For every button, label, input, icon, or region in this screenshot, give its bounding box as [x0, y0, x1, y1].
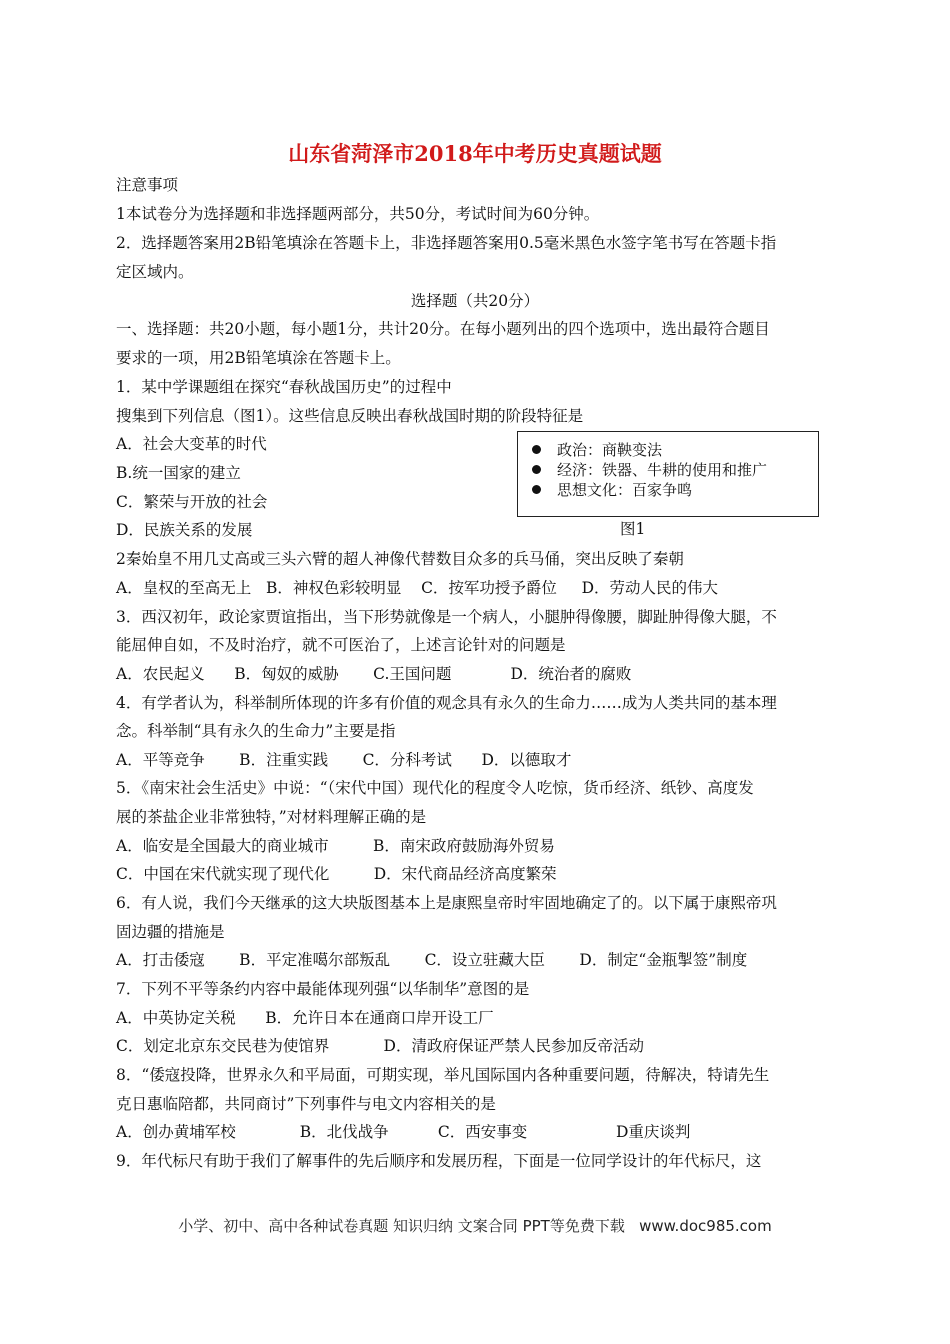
figure-1-item-text: 思想文化：百家争鸣: [557, 481, 693, 499]
figure-1-box: [517, 431, 819, 517]
q3-stem-line-2: 能屈伸自如，不及时治疗，就不可医治了，上述言论针对的问题是: [116, 636, 566, 654]
q4-options: A．平等竞争 B．注重实践 C．分科考试 D．以德取才: [116, 751, 572, 769]
q6-options: A．打击倭寇 B．平定准噶尔部叛乱 C．设立驻藏大臣 D．制定“金瓶掣签”制度: [116, 951, 748, 969]
q8-stem-line-2: 克日惠临陪都，共同商讨”下列事件与电文内容相关的是: [116, 1095, 496, 1113]
bullet-icon: [532, 485, 541, 494]
q6-stem-line-2: 固边疆的措施是: [116, 923, 225, 941]
q8-options: A．创办黄埔军校 B．北伐战争 C．西安事变 D重庆谈判: [116, 1123, 691, 1141]
q7-options-2: C．划定北京东交民巷为使馆界 D．清政府保证严禁人民参加反帝活动: [116, 1037, 644, 1055]
figure-1-caption: 图1: [620, 520, 646, 538]
q2-stem: 2秦始皇不用几丈高或三头六臂的超人神像代替数目众多的兵马俑，突出反映了秦朝: [116, 550, 684, 568]
q5-stem-line-1: 5．《南宋社会生活史》中说：“（宋代中国）现代化的程度令人吃惊，货币经济、纸钞、高度发: [116, 779, 754, 797]
q5-options-1: A．临安是全国最大的商业城市 B．南宋政府鼓励海外贸易: [116, 837, 555, 855]
q2-options: A．皇权的至高无上 B．神权色彩较明显 C．按军功授予爵位 D．劳动人民的伟大: [116, 579, 718, 597]
figure-1-item-text: 政治：商鞅变法: [557, 441, 663, 459]
q3-options: A．农民起义 B．匈奴的威胁 C.王国问题 D．统治者的腐败: [116, 665, 632, 683]
notice-item-2-line-2: 定区域内。: [116, 263, 194, 281]
q6-stem-line-1: 6．有人说，我们今天继承的这大块版图基本上是康熙皇帝时牢固地确定了的。以下属于康熙帝巩: [116, 894, 777, 912]
figure-1-item-text: 经济：铁器、牛耕的使用和推广: [557, 461, 768, 479]
q5-stem-line-2: 展的茶盐企业非常独特，”对材料理解正确的是: [116, 808, 427, 826]
q9-stem-line-1: 9．年代标尺有助于我们了解事件的先后顺序和发展历程，下面是一位同学设计的年代标尺，这: [116, 1152, 762, 1170]
q1-option-a: A．社会大变革的时代: [116, 435, 267, 453]
figure-1-item: [532, 480, 692, 500]
page-footer: 小学、初中、高中各种试卷真题 知识归纳 文案合同 PPT等免费下载 www.doc985.com: [178, 1217, 772, 1235]
q1-option-d: D．民族关系的发展: [116, 521, 253, 539]
instructions-line-2: 要求的一项，用2B铅笔填涂在答题卡上。: [116, 349, 401, 367]
bullet-icon: [532, 445, 541, 454]
q1-option-c: C．繁荣与开放的社会: [116, 493, 268, 511]
section-title: 选择题（共20分）: [410, 292, 540, 310]
q3-stem-line-1: 3．西汉初年，政论家贾谊指出，当下形势就像是一个病人，小腿肿得像腰，脚趾肿得像大腿，不: [116, 608, 777, 626]
notice-item-1: 1本试卷分为选择题和非选择题两部分，共50分，考试时间为60分钟。: [116, 205, 600, 223]
q5-options-2: C．中国在宋代就实现了现代化 D．宋代商品经济高度繁荣: [116, 865, 557, 883]
q4-stem-line-2: 念。科举制“具有永久的生命力”主要是指: [116, 722, 396, 740]
q7-stem: 7．下列不平等条约内容中最能体现列强“以华制华”意图的是: [116, 980, 530, 998]
q7-options-1: A．中英协定关税 B．允许日本在通商口岸开设工厂: [116, 1009, 494, 1027]
figure-1-item: [532, 440, 662, 460]
q1-option-b: B.统一国家的建立: [116, 464, 241, 482]
instructions-line-1: 一、选择题：共20小题，每小题1分，共计20分。在每小题列出的四个选项中，选出最符合题目: [116, 320, 770, 338]
figure-1-item: [532, 460, 767, 480]
notice-heading: 注意事项: [116, 176, 179, 194]
q8-stem-line-1: 8．“倭寇投降，世界永久和平局面，可期实现，举凡国际国内各种重要问题，待解决，特请先生: [116, 1066, 770, 1084]
q1-stem-line-2: 搜集到下列信息（图1）。这些信息反映出春秋战国时期的阶段特征是: [116, 407, 584, 425]
q1-stem-line-1: 1．某中学课题组在探究“春秋战国历史”的过程中: [116, 378, 452, 396]
q4-stem-line-1: 4．有学者认为，科举制所体现的许多有价值的观念具有永久的生命力……成为人类共同的基本理: [116, 694, 777, 712]
notice-item-2-line-1: 2．选择题答案用2B铅笔填涂在答题卡上，非选择题答案用0.5毫米黑色水签字笔书写在答题卡指: [116, 234, 777, 252]
bullet-icon: [532, 465, 541, 474]
page-title: 山东省菏泽市2018年中考历史真题试题: [288, 141, 662, 166]
